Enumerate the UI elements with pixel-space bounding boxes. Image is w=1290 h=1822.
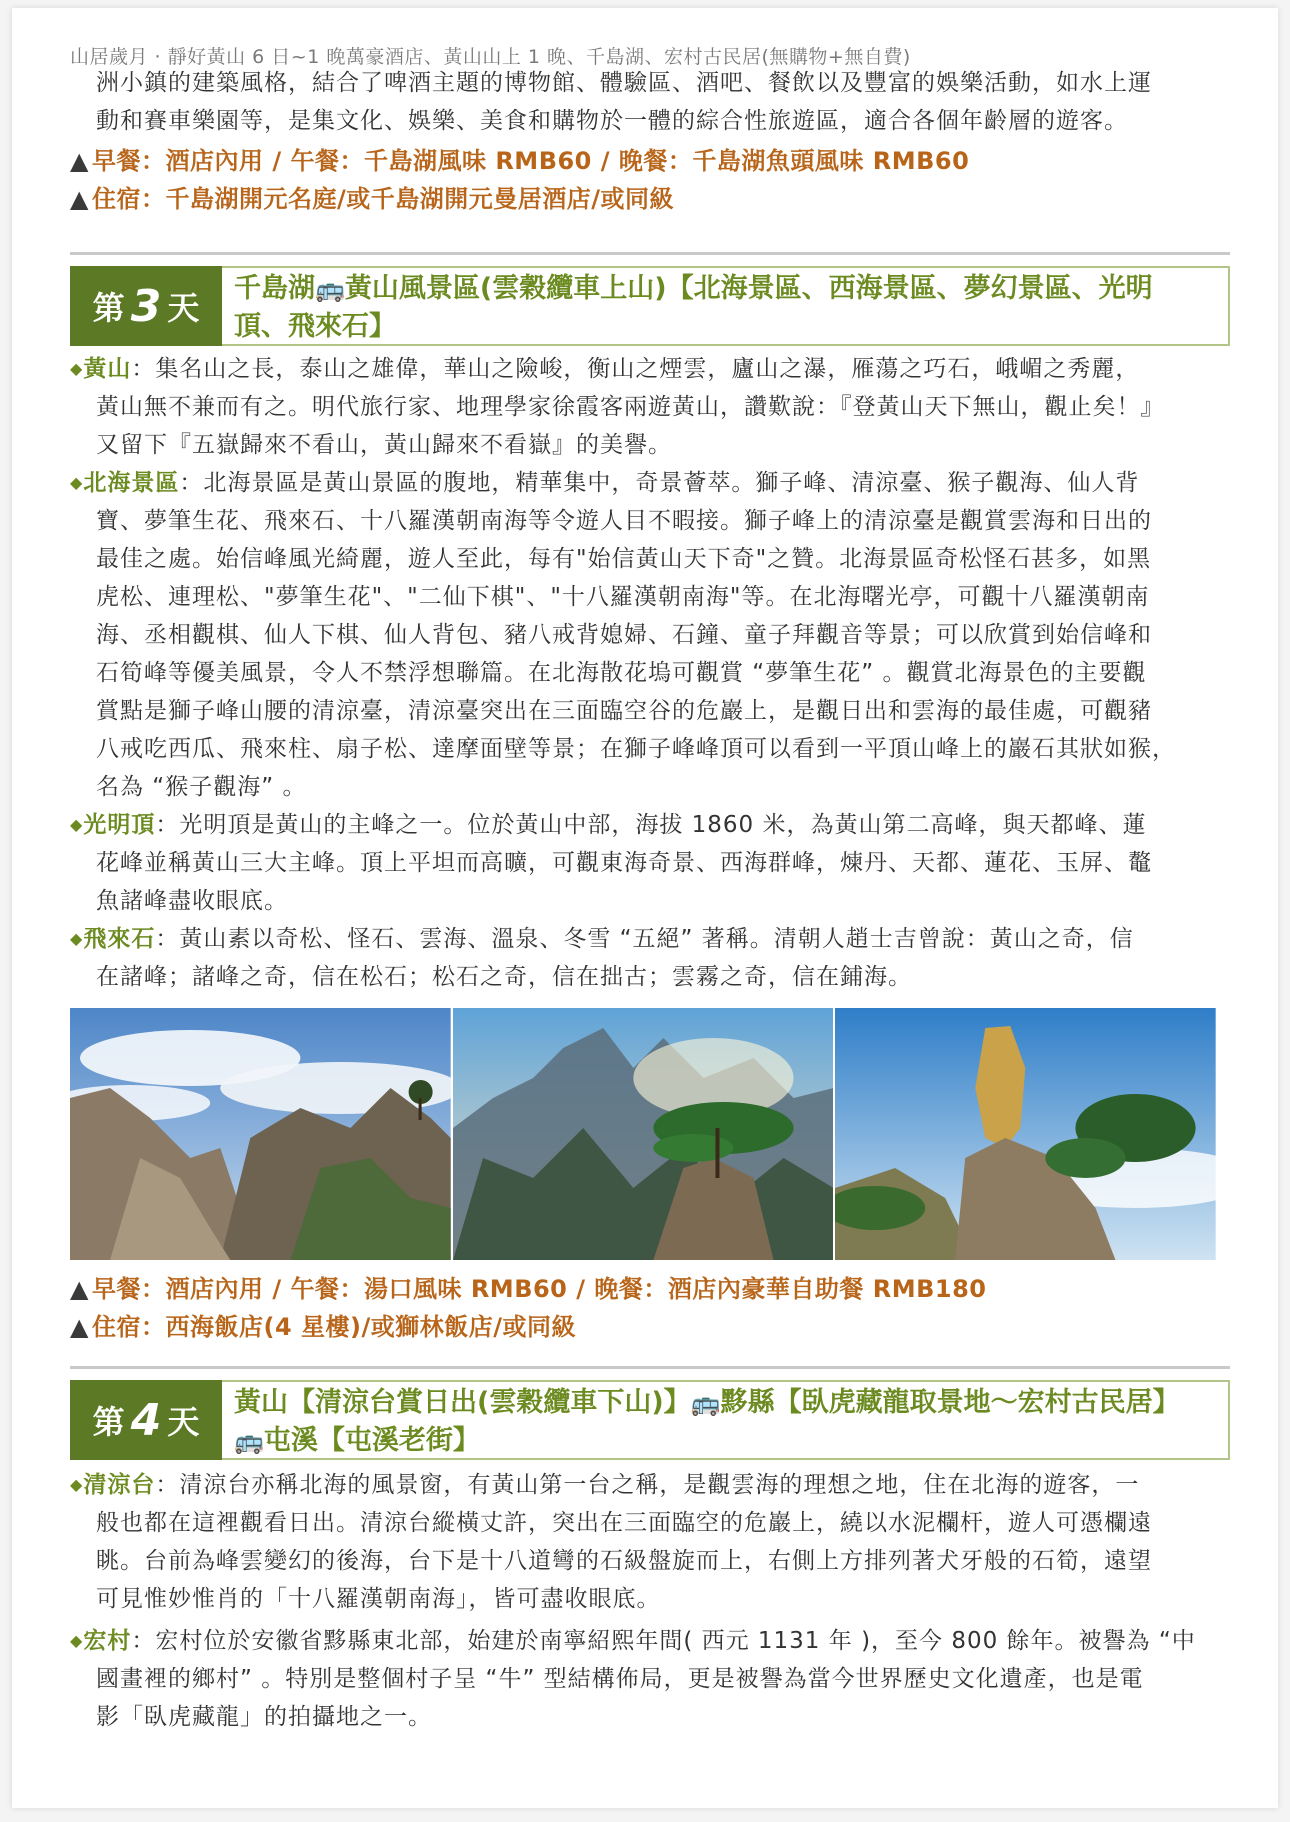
day2-meals: ▲ 早餐：酒店內用 / 午餐：千島湖風味 RMB60 / 晚餐：千島湖魚頭風味 RMB60: [70, 142, 1230, 180]
mountain-photo-2: [453, 1008, 834, 1260]
intro-line: 動和賽車樂園等，是集文化、娛樂、美食和購物於一體的綜合性旅遊區，適合各個年齡層的遊客。: [96, 108, 1128, 134]
bus-icon: 🚌: [690, 1389, 721, 1417]
day3-label: 第 3 天: [70, 266, 222, 346]
divider: [70, 252, 1230, 255]
day3-hotel: ▲ 住宿：西海飯店(4 星樓)/或獅林飯店/或同級: [70, 1308, 1230, 1346]
photo-strip: [70, 1008, 1216, 1260]
diamond-icon: ◆: [70, 929, 84, 948]
day4-title: 黃山【清涼台賞日出(雲穀纜車下山)】🚌黟縣【臥虎藏龍取景地～宏村古民居】 🚌屯溪【屯溪老街】: [222, 1380, 1230, 1460]
triangle-icon: ▲: [70, 185, 89, 213]
diamond-icon: ◆: [70, 1631, 84, 1650]
entry-feilaishi: ◆飛來石：黃山素以奇松、怪石、雲海、溫泉、冬雪 “五絕” 著稱。清朝人趙士吉曾說：黃山之奇，信 在諸峰；諸峰之奇，信在松石；松石之奇，信在拙古；雲霧之奇，信在鋪海。: [70, 926, 1134, 990]
day3-header: [70, 266, 1230, 346]
document-page: [12, 8, 1278, 1808]
day3-meals: ▲ 早餐：酒店內用 / 午餐：湯口風味 RMB60 / 晚餐：酒店內豪華自助餐 RMB180: [70, 1270, 1230, 1308]
day4-entries: [70, 1466, 1230, 1736]
diamond-icon: ◆: [70, 473, 84, 492]
bus-icon: 🚌: [315, 275, 345, 303]
day2-hotel: ▲ 住宿：千島湖開元名庭/或千島湖開元曼居酒店/或同級: [70, 180, 1230, 218]
day4-label: 第 4 天: [70, 1380, 222, 1460]
diamond-icon: ◆: [70, 815, 84, 834]
divider: [70, 1366, 1230, 1369]
triangle-icon: ▲: [70, 1313, 89, 1341]
intro-block: [70, 64, 1230, 218]
entry-qingliangtai: ◆清涼台：清涼台亦稱北海的風景窗，有黃山第一台之稱，是觀雲海的理想之地，住在北海的遊客，一 般也都在這裡觀看日出。清涼台縱橫丈許，突出在三面臨空的危巖上，繞以水泥欄杆，遊人可憑欄遠 眺。台前為峰雲變幻的後海，台下是十八道彎的石級盤旋而上，右側上方排列著犬牙般的石筍，遠望 可見惟妙惟肖的「十八羅漢朝南海」，皆可盡收眼底。: [70, 1472, 1152, 1612]
day3-meal-block: [70, 1270, 1230, 1346]
day3-entries: [70, 350, 1230, 996]
entry-hongcun: ◆宏村：宏村位於安徽省黟縣東北部，始建於南寧紹熙年間( 西元 1131 年 )，至今 800 餘年。被譽為 “中 國畫裡的鄉村” 。特別是整個村子呈 “牛” 型結構佈局，更是被譽為當今世界歷史文化遺產，也是電 影「臥虎藏龍」的拍攝地之一。: [70, 1628, 1196, 1730]
running-header: 山居歲月 · 靜好黃山 6 日~1 晚萬豪酒店、黃山山上 1 晚、千島湖、宏村古民居(無購物+無自費): [70, 46, 911, 68]
entry-beihai: ◆北海景區：北海景區是黃山景區的腹地，精華集中，奇景薈萃。獅子峰、清涼臺、猴子觀海、仙人背 寶、夢筆生花、飛來石、十八羅漢朝南海等令遊人目不暇接。獅子峰上的清涼臺是觀賞雲海和日出的 最佳之處。始信峰風光綺麗，遊人至此，每有"始信黃山天下奇"之贊。北海景區奇松怪石甚多，如黑 虎松、連理松、"夢筆生花"、"二仙下棋"、"十八羅漢朝南海"等。在北海曙光亭，可觀十八羅漢朝南 海、丞相觀棋、仙人下棋、仙人背包、豬八戒背媳婦、石鐘、童子拜觀音等景；可以欣賞到始信峰和 石筍峰等優美風景，令人不禁浮想聯篇。在北海散花塢可觀賞 “夢筆生花” 。觀賞北海景色的主要觀 賞點是獅子峰山腰的清涼臺，清涼臺突出在三面臨空谷的危巖上，是觀日出和雲海的最佳處，可觀豬 八戒吃西瓜、飛來柱、扇子松、達摩面壁等景；在獅子峰峰頂可以看到一平頂山峰上的巖石其狀如猴， 名為 “猴子觀海” 。: [70, 470, 1176, 800]
entry-huangshan: ◆黃山：集名山之長，泰山之雄偉，華山之險峻，衡山之煙雲，廬山之瀑，雁蕩之巧石，峨嵋之秀麗， 黃山無不兼而有之。明代旅行家、地理學家徐霞客兩遊黃山，讚歎說：『登黃山天下無山，觀止矣！』 又留下『五嶽歸來不看山，黃山歸來不看嶽』的美譽。: [70, 356, 1165, 458]
entry-guangmingding: ◆光明頂：光明頂是黃山的主峰之一。位於黃山中部，海拔 1860 米，為黃山第二高峰，與天都峰、蓮 花峰並稱黃山三大主峰。頂上平坦而高曠，可觀東海奇景、西海群峰，煉丹、天都、蓮花、玉屏、鼇 魚諸峰盡收眼底。: [70, 812, 1152, 914]
day4-header: [70, 1380, 1230, 1460]
day3-title: 千島湖🚌黃山風景區(雲穀纜車上山)【北海景區、西海景區、夢幻景區、光明 頂、飛來石】: [222, 266, 1230, 346]
mountain-photo-1: [70, 1008, 451, 1260]
bus-icon: 🚌: [234, 1427, 264, 1455]
diamond-icon: ◆: [70, 1475, 84, 1494]
triangle-icon: ▲: [70, 147, 89, 175]
mountain-photo-3: [835, 1008, 1216, 1260]
triangle-icon: ▲: [70, 1275, 89, 1303]
diamond-icon: ◆: [70, 359, 84, 378]
intro-line: 洲小鎮的建築風格，結合了啤酒主題的博物館、體驗區、酒吧、餐飲以及豐富的娛樂活動，如水上運: [96, 70, 1152, 96]
